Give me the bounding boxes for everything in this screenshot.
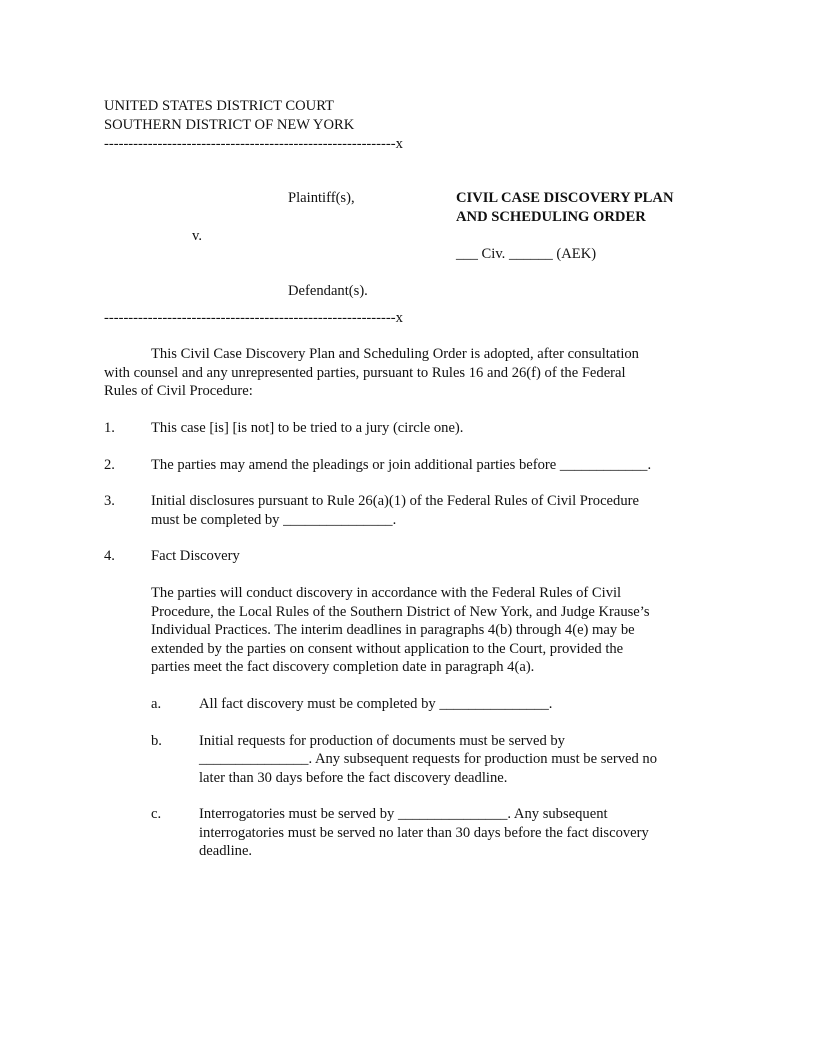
subitem-line: All fact discovery must be completed by _______________. — [199, 696, 553, 712]
item-text-disclosures-line1: Initial disclosures pursuant to Rule 26(a)(1) of the Federal Rules of Civil Procedure — [151, 493, 639, 509]
item-number: 3. — [104, 493, 115, 509]
fact-discovery-paragraph-line: Procedure, the Local Rules of the Southern District of New York, and Judge Krause’s — [151, 604, 650, 620]
versus-label: v. — [192, 228, 202, 244]
defendant-label: Defendant(s). — [288, 283, 368, 299]
item-number: 1. — [104, 420, 115, 436]
caption-divider-bottom: ------------------------------------------------------------x — [104, 310, 403, 326]
subitem-line: _______________. Any subsequent requests for production must be served no — [199, 751, 658, 767]
document-title-line1: CIVIL CASE DISCOVERY PLAN — [456, 190, 674, 206]
court-district: SOUTHERN DISTRICT OF NEW YORK — [104, 117, 355, 133]
subitem-line: Initial requests for production of documents must be served by — [199, 733, 565, 749]
fact-discovery-paragraph-line: parties meet the fact discovery completion date in paragraph 4(a). — [151, 659, 535, 675]
subitem-line: Interrogatories must be served by _______________. Any subsequent — [199, 806, 608, 822]
section-heading-fact-discovery: Fact Discovery — [151, 548, 240, 564]
case-number: ___ Civ. ______ (AEK) — [456, 246, 597, 262]
subitem-line: later than 30 days before the fact discovery deadline. — [199, 770, 508, 786]
intro-line-3: Rules of Civil Procedure: — [104, 383, 253, 399]
subitem-line: deadline. — [199, 843, 253, 859]
subitem-letter: a. — [151, 696, 162, 712]
item-text-jury: This case [is] [is not] to be tried to a jury (circle one). — [151, 420, 464, 436]
court-name: UNITED STATES DISTRICT COURT — [104, 98, 334, 114]
item-number: 2. — [104, 457, 115, 473]
fact-discovery-paragraph-line: extended by the parties on consent without application to the Court, provided the — [151, 641, 624, 657]
intro-line-2: with counsel and any unrepresented parties, pursuant to Rules 16 and 26(f) of the Federal — [104, 365, 626, 381]
intro-line-1: This Civil Case Discovery Plan and Scheduling Order is adopted, after consultation — [151, 346, 639, 362]
caption-divider-top: ------------------------------------------------------------x — [104, 136, 403, 152]
subitem-letter: b. — [151, 733, 162, 749]
subitem-line: interrogatories must be served no later than 30 days before the fact discovery — [199, 825, 649, 841]
item-number: 4. — [104, 548, 115, 564]
subitem-letter: c. — [151, 806, 162, 822]
document-title-line2: AND SCHEDULING ORDER — [456, 209, 646, 225]
item-text-amend: The parties may amend the pleadings or join additional parties before ____________. — [151, 457, 652, 473]
fact-discovery-paragraph-line: The parties will conduct discovery in accordance with the Federal Rules of Civil — [151, 585, 622, 601]
item-text-disclosures-line2: must be completed by _______________. — [151, 512, 397, 528]
plaintiff-label: Plaintiff(s), — [288, 190, 355, 206]
fact-discovery-paragraph-line: Individual Practices. The interim deadlines in paragraphs 4(b) through 4(e) may be — [151, 622, 635, 638]
